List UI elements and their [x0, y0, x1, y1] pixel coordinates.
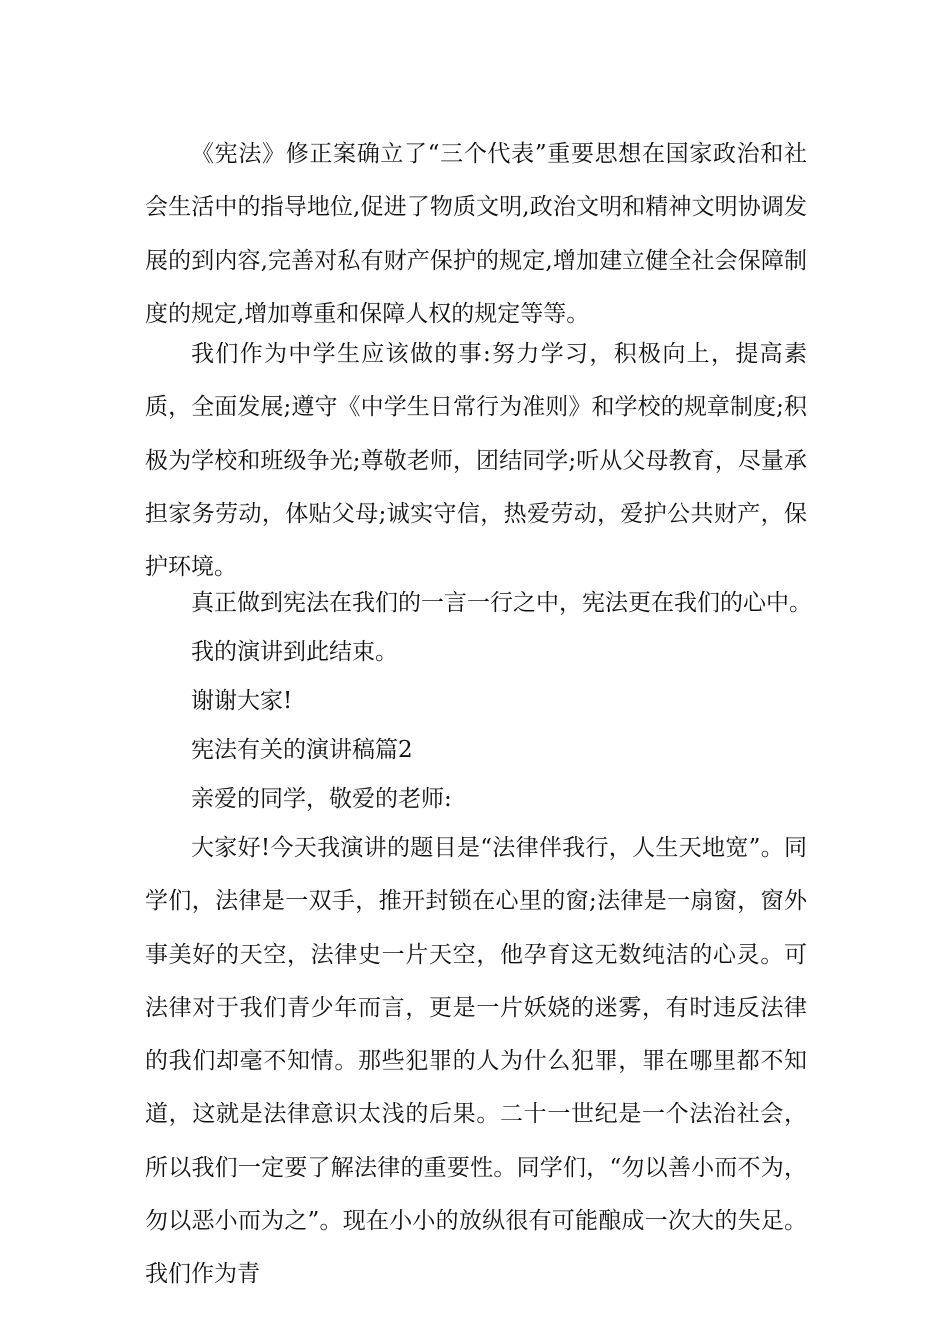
paragraph-speech-body: 大家好!今天我演讲的题目是“法律伴我行，人生天地宽”。同学们，法律是一双手，推开封锁在心里的窗;法律是一扇窗，窗外事美好的天空，法律史一片天空，他孕育这无数纯洁的心灵。可法律对于我们青少年而言，更是一片妖娆的迷雾，有时违反法律的我们却毫不知情。那些犯罪的人为什么犯罪，罪在哪里都不知道，这就是法律意识太浅的后果。二十一世纪是一个法治社会，所以我们一定要了解法律的重要性。同学们，“勿以善小而不为，勿以恶小而为之”。现在小小的放纵很有可能酿成一次大的失足。我们作为青 — [145, 835, 807, 1288]
paragraph-thanks: 谢谢大家! — [191, 688, 293, 714]
paragraph-student-duties: 我们作为中学生应该做的事:努力学习，积极向上，提高素质，全面发展;遵守《中学生日常行为准则》和学校的规章制度;积极为学校和班级争光;尊敬老师，团结同学;听从父母教育，尽量承担家务劳动，体贴父母;诚实守信，热爱劳动，爱护公共财产，保护环境。 — [145, 341, 807, 581]
salutation: 亲爱的同学，敬爱的老师: — [191, 786, 452, 812]
paragraph-speech-end: 我的演讲到此结束。 — [191, 639, 398, 665]
paragraph-constitution-in-heart: 真正做到宪法在我们的一言一行之中，宪法更在我们的心中。 — [191, 590, 812, 616]
paragraph-constitution-amendment: 《宪法》修正案确立了“三个代表”重要思想在国家政治和社会生活中的指导地位,促进了物质文明,政治文明和精神文明协调发展的到内容,完善对私有财产保护的规定,增加建立健全社会保障制度的规定,增加尊重和保障人权的规定等等。 — [145, 141, 807, 327]
section-heading: 宪法有关的演讲稿篇2 — [191, 737, 413, 763]
